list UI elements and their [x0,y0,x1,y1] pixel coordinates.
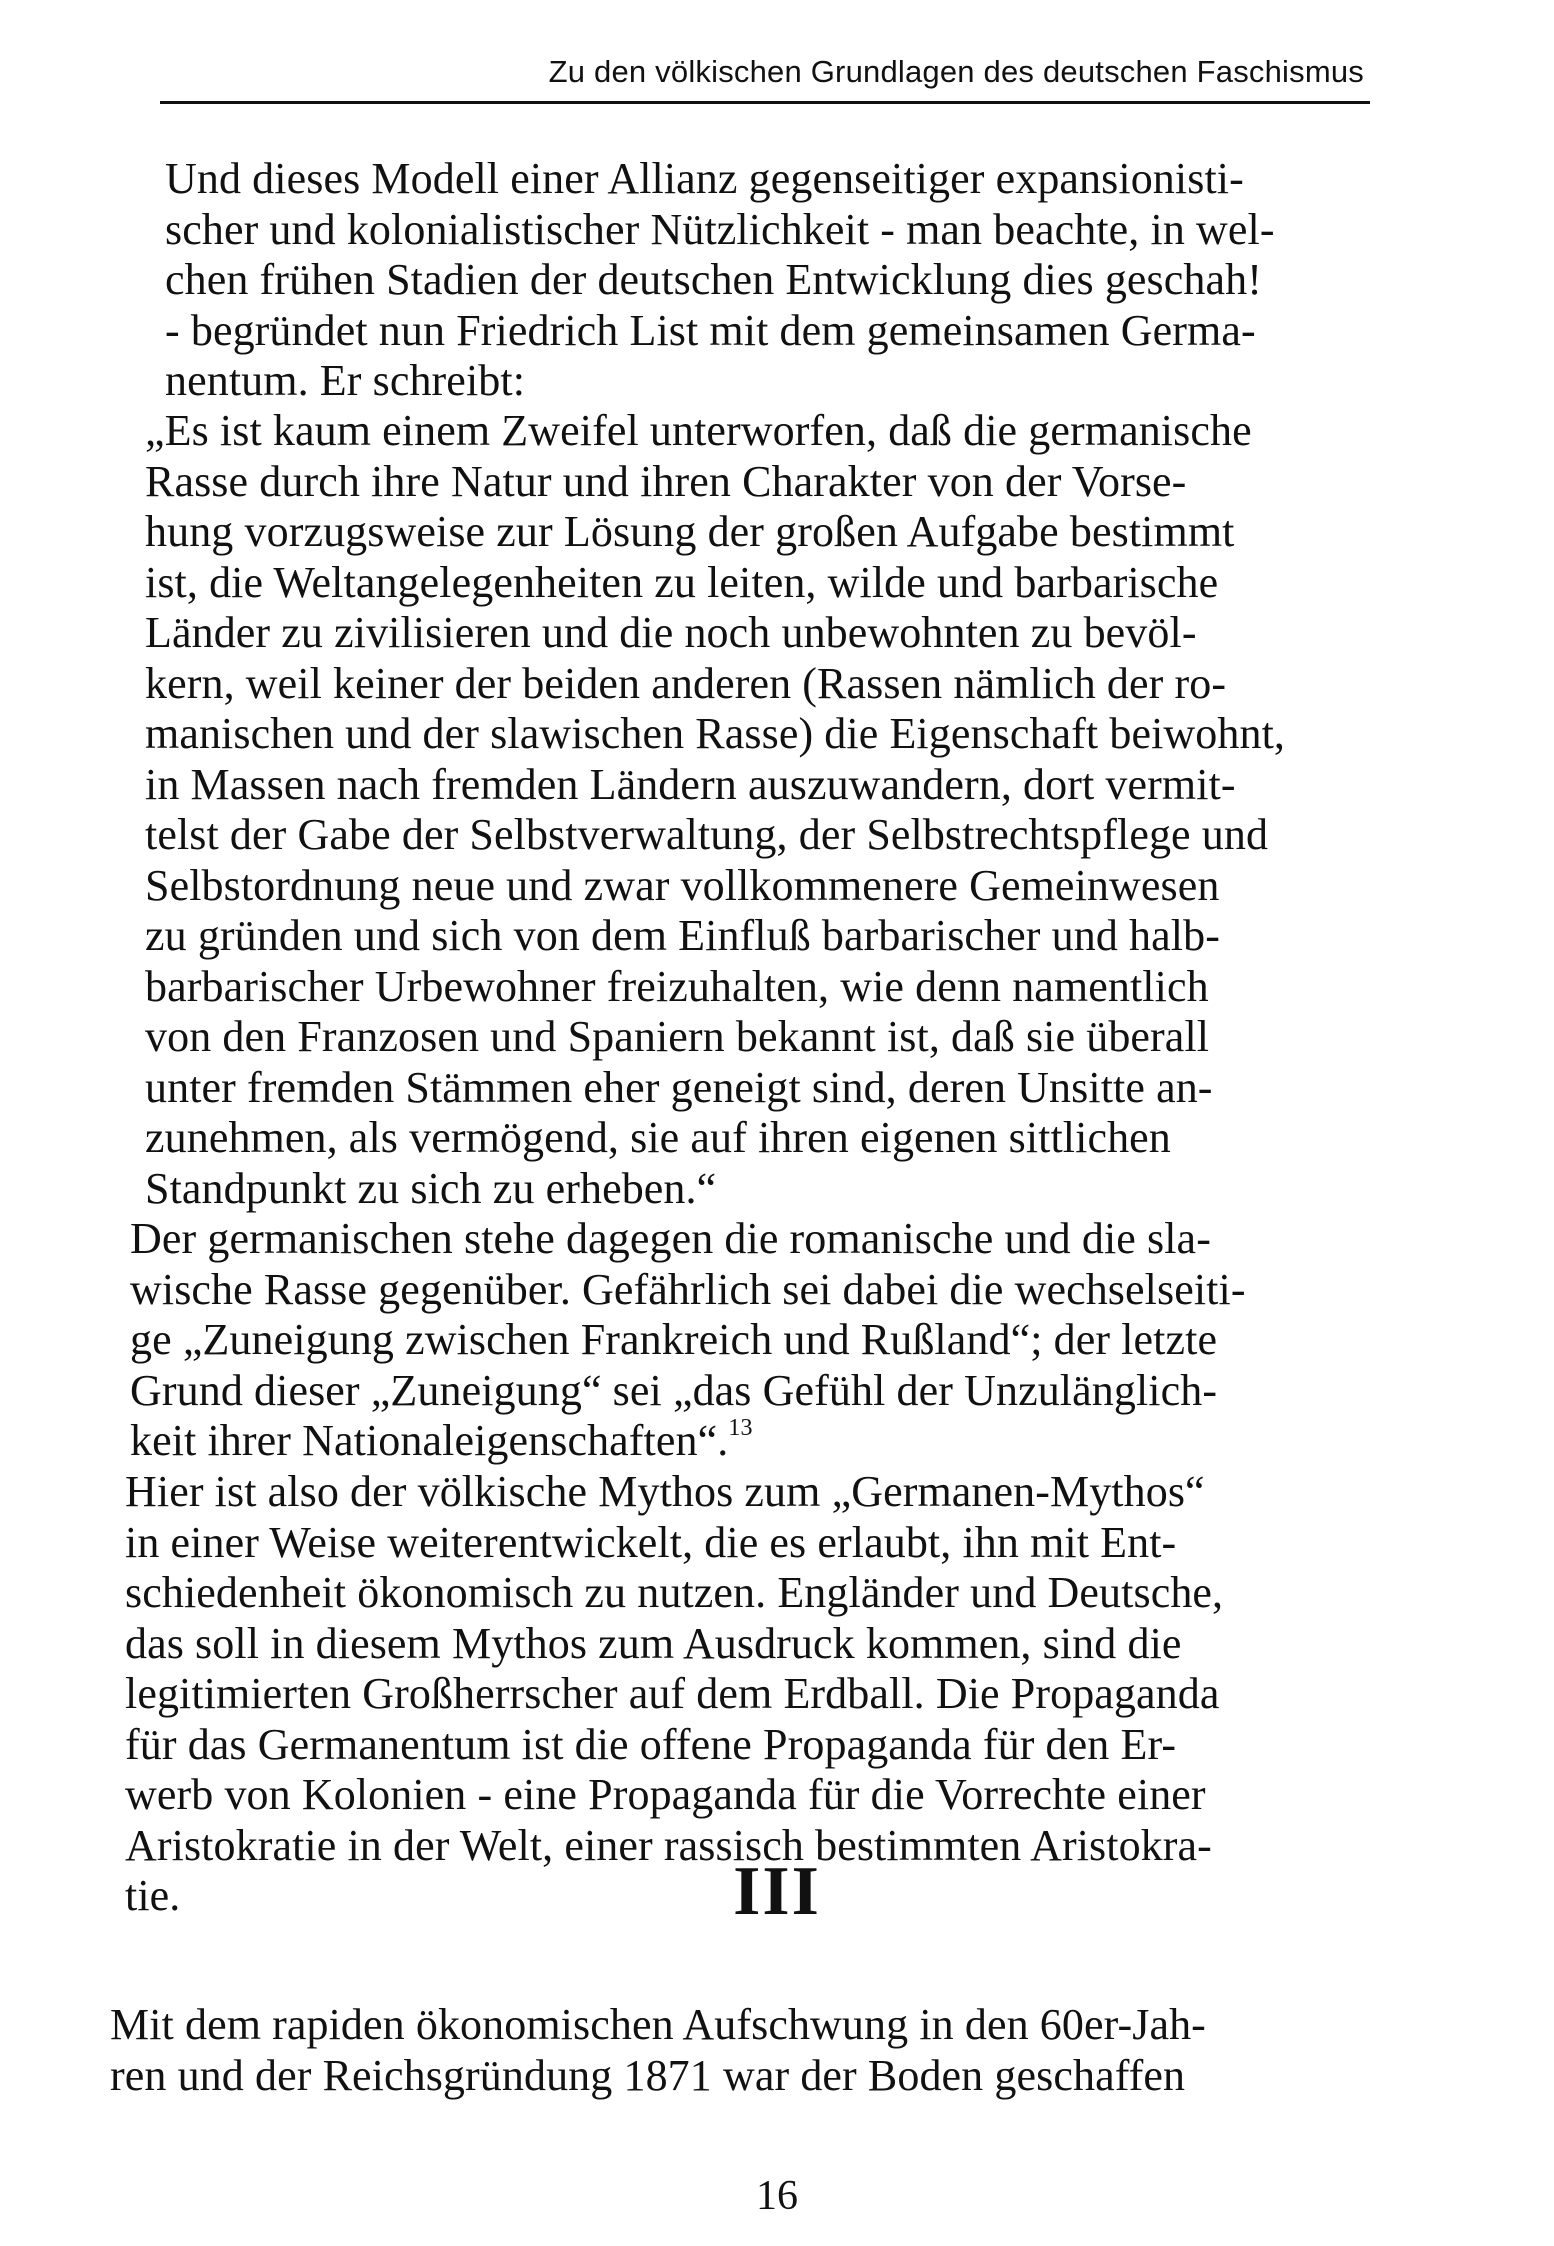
text-line: werb von Kolonien - eine Propaganda für die Vorrechte einer [125,1770,1206,1819]
quote-paragraph [145,406,1285,1214]
text-line: zu gründen und sich von dem Einfluß barbarischer und halb- [145,911,1220,960]
text-line: manischen und der slawischen Rasse) die Eigenschaft beiwohnt, [145,709,1286,758]
text-line: Selbstordnung neue und zwar vollkommenere Gemeinwesen [145,860,1220,910]
text-line: in Massen nach fremden Ländern auszuwandern, dort vermit- [145,759,1236,809]
text-line: tie. [125,1871,181,1920]
paragraph-3 [130,1214,1246,1467]
text-line: kern, weil keiner der beiden anderen (Rassen nämlich der ro- [145,658,1227,708]
text-line: Mit dem rapiden ökonomischen Aufschwung in den 60er-Jah- [110,2000,1206,2049]
text-line: Grund dieser „Zuneigung“ sei „das Gefühl der Unzulänglich- [130,1365,1218,1415]
running-header-title: Zu den völkischen Grundlagen des deutschen Faschismus [548,54,1364,89]
text-line: in einer Weise weiterentwickelt, die es erlaubt, ihn mit Ent- [125,1517,1177,1567]
footnote-marker: 13 [728,1415,753,1441]
section-paragraph [110,2000,1206,2101]
text-line: das soll in diesem Mythos zum Ausdruck kommen, sind die [125,1618,1182,1668]
text-line: Der germanischen stehe dagegen die romanische und die sla- [130,1214,1211,1263]
text-line [130,1416,1246,1467]
text-line: von den Franzosen und Spaniern bekannt ist, daß sie überall [145,1012,1210,1061]
running-header [160,48,1370,104]
text-line: „Es ist kaum einem Zweifel unterworfen, daß die germanische [145,406,1252,455]
text-line: zunehmen, als vermögend, sie auf ihren eigenen sittlichen [145,1113,1171,1162]
text-line: nentum. Er schreibt: [165,356,526,405]
text-line: chen frühen Stadien der deutschen Entwicklung dies geschah! [165,255,1262,304]
text-line: Und dieses Modell einer Allianz gegenseitiger expansionisti- [165,154,1244,203]
text-line: unter fremden Stämmen eher geneigt sind, deren Unsitte an- [145,1062,1213,1112]
text-line: ge „Zuneigung zwischen Frankreich und Rußland“; der letzte [130,1315,1218,1364]
text-line: Rasse durch ihre Natur und ihren Charakter von der Vorse- [145,456,1187,506]
section-heading: III [733,1853,821,1930]
text-line: Länder zu zivilisieren und die noch unbewohnten zu bevöl- [145,608,1197,657]
text-line: schiedenheit ökonomisch zu nutzen. Engländer und Deutsche, [125,1568,1224,1617]
text-line: hung vorzugsweise zur Lösung der großen Aufgabe bestimmt [145,507,1235,556]
text-line: telst der Gabe der Selbstverwaltung, der Selbstrechtspflege und [145,810,1269,859]
text-line: legitimierten Großherrscher auf dem Erdball. Die Propaganda [125,1669,1220,1718]
text-line: wische Rasse gegenüber. Gefährlich sei dabei die wechselseiti- [130,1264,1246,1314]
text-line: Hier ist also der völkische Mythos zum „Germanen-Mythos“ [125,1467,1205,1516]
text-line: scher und kolonialistischer Nützlichkeit - man beachte, in wel- [165,204,1275,254]
text-line: barbarischer Urbewohner freizuhalten, wie denn namentlich [145,961,1209,1011]
text-line: ren und der Reichsgründung 1871 war der Boden geschaffen [110,2050,1186,2100]
text-line: ist, die Weltangelegenheiten zu leiten, wilde und barbarische [145,557,1219,607]
paragraph-1 [165,154,1275,407]
text-line: für das Germanentum ist die offene Propaganda für den Er- [125,1719,1177,1769]
text-line: Aristokratie in der Welt, einer rassisch bestimmten Aristokra- [125,1820,1212,1870]
text-line: - begründet nun Friedrich List mit dem gemeinsamen Germa- [165,305,1256,355]
page-number: 16 [756,2173,798,2219]
text-line-content: keit ihrer Nationaleigenschaften“. [130,1416,729,1465]
text-line: Standpunkt zu sich zu erheben.“ [145,1163,717,1213]
